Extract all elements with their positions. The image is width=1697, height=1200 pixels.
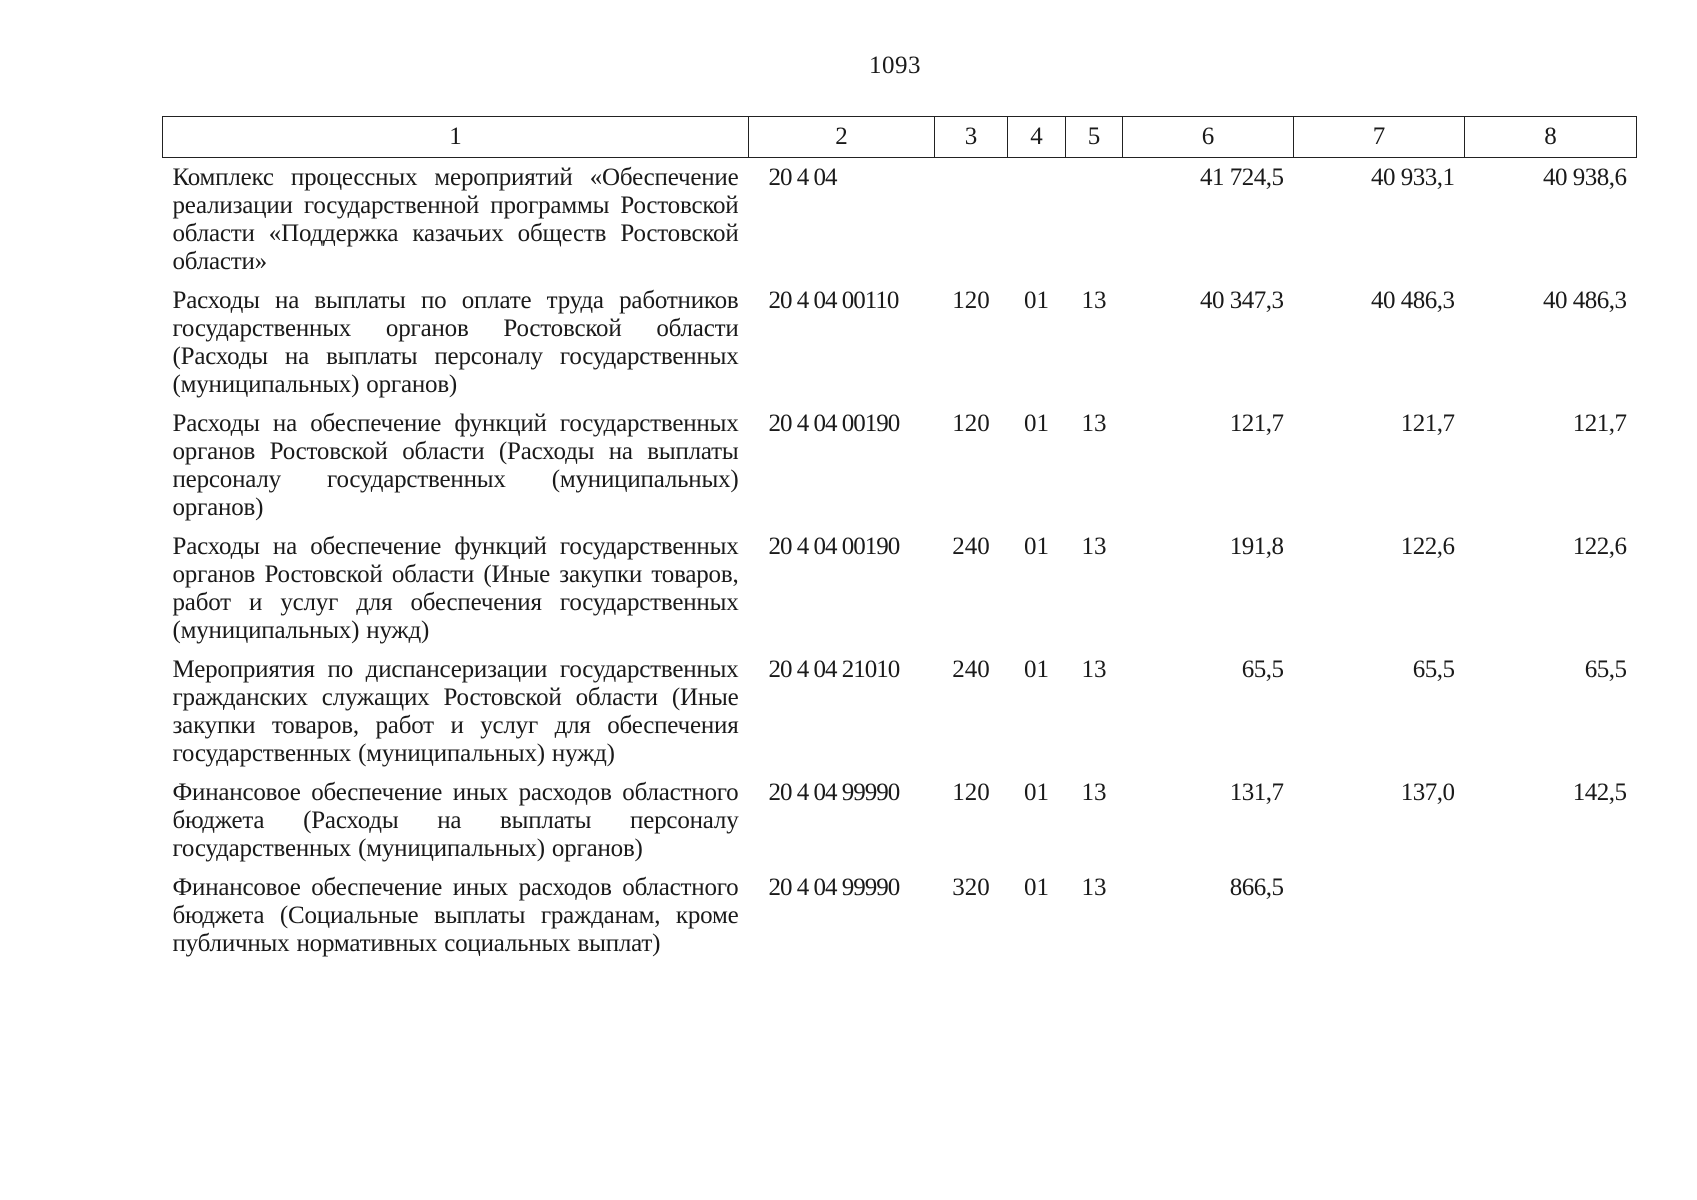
- target-article-code: 20 4 04 00190: [768, 533, 900, 560]
- subsection-code: 13: [1081, 287, 1107, 314]
- amount-col-8: 121,7: [1572, 410, 1627, 437]
- expense-type-code: 120: [952, 779, 990, 806]
- subsection-code: 13: [1081, 410, 1107, 437]
- table-row: [163, 868, 1637, 963]
- target-article-code: 20 4 04 00110: [768, 287, 899, 314]
- subsection-code: 13: [1081, 656, 1107, 683]
- page-number: 1093: [869, 52, 921, 79]
- column-header-8: 8: [1465, 117, 1637, 158]
- amount-col-6: 41 724,5: [1200, 164, 1284, 191]
- amount-col-7: 65,5: [1412, 656, 1455, 683]
- column-header-1: 1: [163, 117, 749, 158]
- table-row: [163, 650, 1637, 773]
- amount-col-8: 40 938,6: [1543, 164, 1627, 191]
- section-code: [1008, 158, 1066, 282]
- target-article-code: 20 4 04 21010: [768, 656, 900, 683]
- table-row: [163, 281, 1637, 404]
- target-article-code: 20 4 04: [768, 164, 837, 191]
- expense-type-code: 320: [952, 874, 990, 901]
- column-header-3: 3: [935, 117, 1008, 158]
- table-body: [163, 158, 1637, 964]
- column-header-2: 2: [749, 117, 935, 158]
- amount-col-7: 122,6: [1400, 533, 1455, 560]
- expense-name: Финансовое обеспечение иных расходов областного бюджета (Социальные выплаты гражданам, кроме публичных нормативных социальных выплат): [172, 874, 739, 957]
- amount-col-6: 191,8: [1229, 533, 1284, 560]
- amount-col-8: [1465, 868, 1637, 963]
- table-row: [163, 773, 1637, 868]
- column-header-5: 5: [1066, 117, 1123, 158]
- amount-col-7: 40 933,1: [1371, 164, 1455, 191]
- amount-col-6: 131,7: [1229, 779, 1284, 806]
- expense-name: Расходы на выплаты по оплате труда работников государственных органов Ростовской области (Расходы на выплаты персоналу государственных (муниципальных) органов): [172, 287, 739, 398]
- amount-col-7: [1294, 868, 1465, 963]
- amount-col-7: 40 486,3: [1371, 287, 1455, 314]
- subsection-code: 13: [1081, 874, 1107, 901]
- expense-name: Расходы на обеспечение функций государственных органов Ростовской области (Расходы на выплаты персоналу государственных (муниципальных) органов): [172, 410, 739, 521]
- table-header: [163, 117, 1637, 158]
- amount-col-7: 121,7: [1400, 410, 1455, 437]
- subsection-code: 13: [1081, 779, 1107, 806]
- expense-name: Расходы на обеспечение функций государственных органов Ростовской области (Иные закупки товаров, работ и услуг для обеспечения государственных (муниципальных) нужд): [172, 533, 739, 644]
- column-header-6: 6: [1123, 117, 1294, 158]
- target-article-code: 20 4 04 99990: [768, 874, 900, 901]
- expense-name: Комплекс процессных мероприятий «Обеспечение реализации государственной программы Ростовской области «Поддержка казачьих обществ Ростовской области»: [172, 164, 739, 275]
- amount-col-7: 137,0: [1400, 779, 1455, 806]
- target-article-code: 20 4 04 99990: [768, 779, 900, 806]
- target-article-code: 20 4 04 00190: [768, 410, 900, 437]
- expense-name: Мероприятия по диспансеризации государственных гражданских служащих Ростовской области (Иные закупки товаров, работ и услуг для обеспечения государственных (муниципальных) нужд): [172, 656, 739, 767]
- table-row: [163, 158, 1637, 282]
- amount-col-8: 122,6: [1572, 533, 1627, 560]
- expense-type-code: 240: [952, 533, 990, 560]
- header-row: [163, 117, 1637, 158]
- amount-col-6: 866,5: [1229, 874, 1284, 901]
- column-header-4: 4: [1008, 117, 1066, 158]
- section-code: 01: [1024, 533, 1049, 560]
- expense-type-code: [935, 158, 1008, 282]
- table-row: [163, 404, 1637, 527]
- column-header-7: 7: [1294, 117, 1465, 158]
- amount-col-8: 40 486,3: [1543, 287, 1627, 314]
- subsection-code: 13: [1081, 533, 1107, 560]
- section-code: 01: [1024, 287, 1049, 314]
- budget-table: [162, 116, 1637, 963]
- subsection-code: [1066, 158, 1123, 282]
- amount-col-6: 40 347,3: [1200, 287, 1284, 314]
- table-row: [163, 527, 1637, 650]
- section-code: 01: [1024, 410, 1049, 437]
- expense-type-code: 240: [952, 656, 990, 683]
- section-code: 01: [1024, 779, 1049, 806]
- amount-col-8: 65,5: [1584, 656, 1627, 683]
- section-code: 01: [1024, 656, 1049, 683]
- expense-type-code: 120: [952, 287, 990, 314]
- expense-type-code: 120: [952, 410, 990, 437]
- amount-col-6: 121,7: [1229, 410, 1284, 437]
- section-code: 01: [1024, 874, 1049, 901]
- amount-col-8: 142,5: [1572, 779, 1627, 806]
- expense-name: Финансовое обеспечение иных расходов областного бюджета (Расходы на выплаты персоналу государственных (муниципальных) органов): [172, 779, 739, 862]
- amount-col-6: 65,5: [1241, 656, 1284, 683]
